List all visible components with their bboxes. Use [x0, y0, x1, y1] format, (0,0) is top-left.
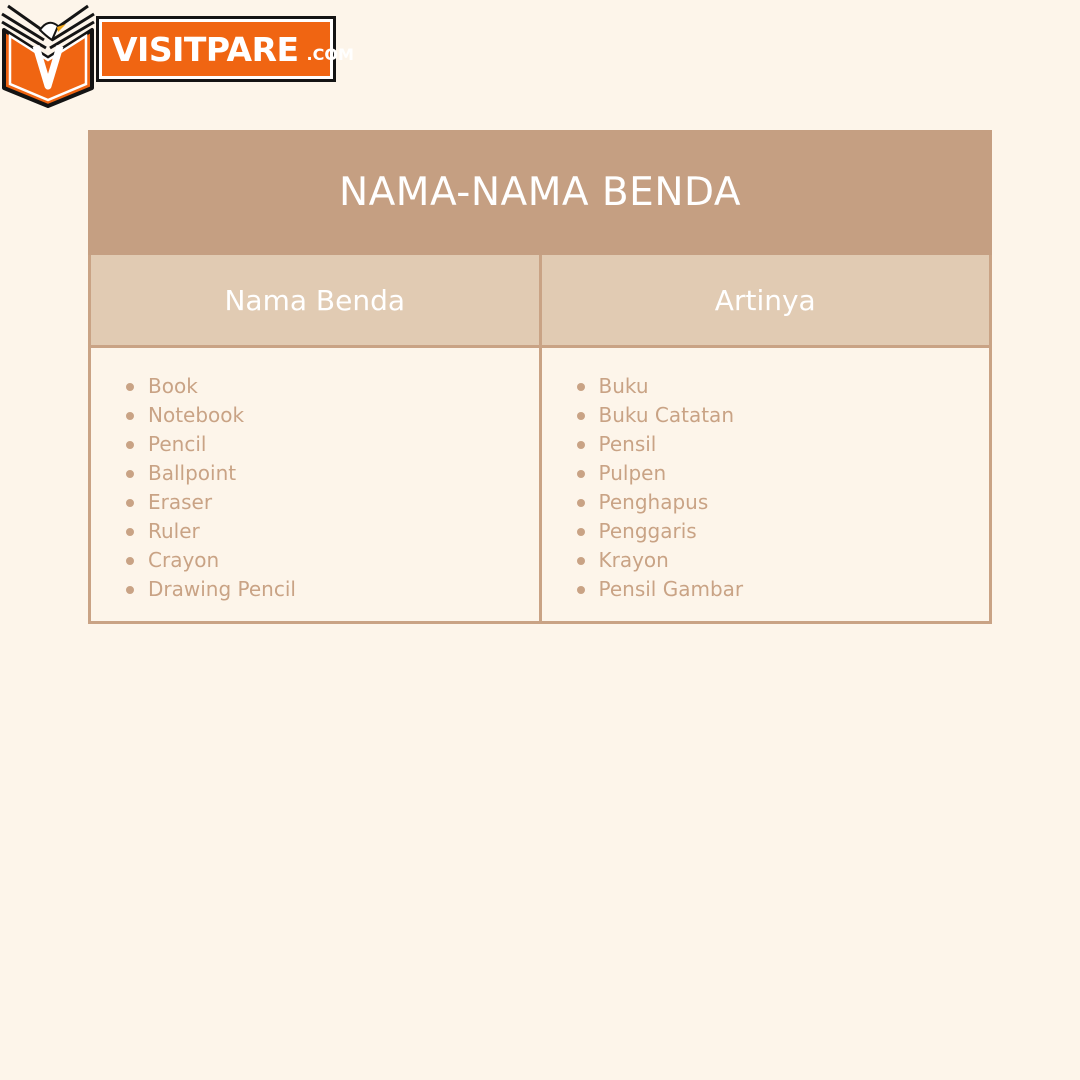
list-item: Ruler — [91, 517, 539, 546]
list-item: Penggaris — [542, 517, 990, 546]
list-item: Pencil — [91, 430, 539, 459]
logo-name: VISITPARE — [112, 29, 299, 69]
list-item: Eraser — [91, 488, 539, 517]
list-item: Buku Catatan — [542, 401, 990, 430]
book-bird-logo-icon — [0, 0, 100, 110]
column-body-artinya — [542, 348, 993, 621]
site-logo[interactable] — [0, 0, 354, 110]
vocabulary-table — [88, 130, 992, 624]
list-item: Pulpen — [542, 459, 990, 488]
list-item: Krayon — [542, 546, 990, 575]
logo-tld: .COM — [306, 44, 354, 64]
list-item: Buku — [542, 372, 990, 401]
list-item: Crayon — [91, 546, 539, 575]
column-body-nama-benda — [91, 348, 542, 621]
list-item: Penghapus — [542, 488, 990, 517]
logo-wordmark — [96, 16, 354, 82]
meaning-list — [542, 372, 990, 604]
list-item: Pensil — [542, 430, 990, 459]
column-header-nama-benda: Nama Benda — [91, 255, 542, 348]
list-item: Notebook — [91, 401, 539, 430]
english-word-list — [91, 372, 539, 604]
column-header-artinya: Artinya — [542, 255, 993, 348]
table-grid — [88, 255, 992, 624]
table-title: NAMA-NAMA BENDA — [88, 130, 992, 255]
list-item: Ballpoint — [91, 459, 539, 488]
list-item: Drawing Pencil — [91, 575, 539, 604]
list-item: Book — [91, 372, 539, 401]
list-item: Pensil Gambar — [542, 575, 990, 604]
